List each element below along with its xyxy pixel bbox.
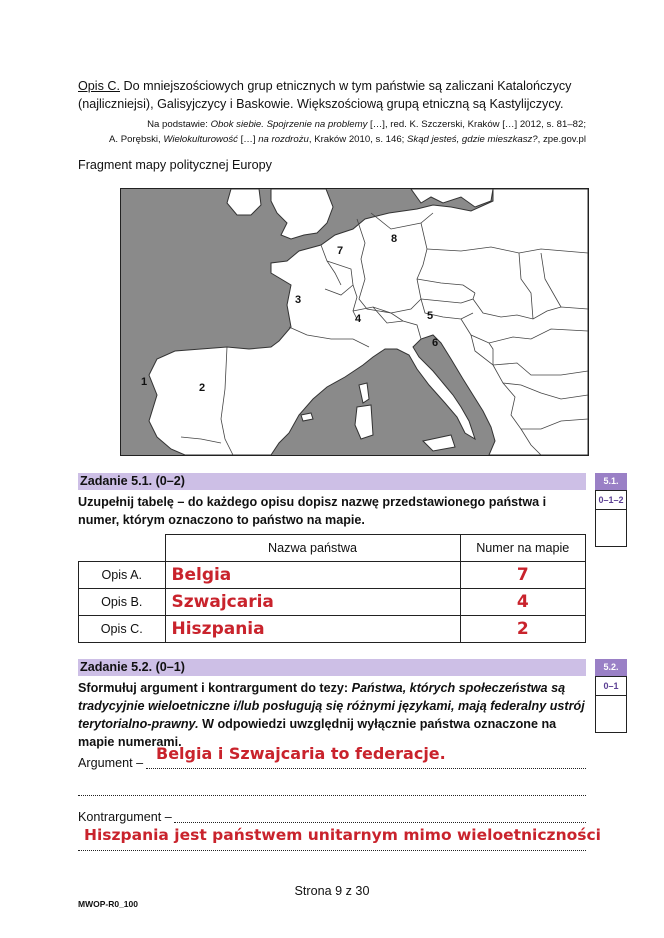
map-label-2: 2 bbox=[199, 382, 206, 394]
map-land-ireland bbox=[227, 189, 261, 215]
col-number-header: Numer na mapie bbox=[460, 535, 586, 562]
country-answer: Hiszpania bbox=[171, 619, 265, 639]
source-line-1: Na podstawie: Obok siebie. Spojrzenie na problemy […], red. K. Szczerski, Kraków […] 2012, s. 81–82; bbox=[147, 119, 586, 130]
political-map bbox=[120, 188, 589, 456]
number-answer-cell[interactable] bbox=[460, 589, 586, 616]
document-code: MWOP-R0_100 bbox=[78, 899, 138, 909]
map-label-4: 4 bbox=[355, 313, 362, 325]
counter-answer: Hiszpania jest państwem unitarnym mimo wieloetniczności bbox=[84, 826, 601, 844]
map-svg bbox=[121, 189, 588, 455]
number-answer: 2 bbox=[516, 619, 529, 639]
table-header-row bbox=[79, 535, 586, 562]
sources bbox=[78, 118, 586, 146]
map-label-5: 5 bbox=[427, 310, 434, 322]
table-row bbox=[79, 562, 586, 589]
col-country-header: Nazwa państwa bbox=[165, 535, 460, 562]
map-land-sicily bbox=[423, 435, 455, 451]
map-label-1: 1 bbox=[141, 376, 148, 388]
map-label-3: 3 bbox=[295, 294, 302, 306]
page-number: Strona 9 z 30 bbox=[294, 884, 370, 898]
number-answer: 4 bbox=[516, 592, 529, 612]
country-answer: Belgia bbox=[171, 565, 232, 585]
argument-label: Argument – bbox=[78, 756, 144, 770]
country-answer-cell[interactable] bbox=[165, 562, 460, 589]
argument-answer: Belgia i Szwajcaria to federacje. bbox=[156, 744, 446, 763]
number-answer: 7 bbox=[516, 565, 529, 585]
task-5-2-score-box bbox=[595, 676, 627, 733]
opis-c-text: Do mniejszościowych grup etnicznych w tym państwie są zaliczani Katalończycy (najliczniejsi), Galisyjczycy i Baskowie. Większościową grupą etniczną są Kastylijczycy. bbox=[78, 79, 572, 111]
row-label: Opis B. bbox=[79, 589, 166, 616]
map-label-8: 8 bbox=[391, 233, 398, 245]
country-answer: Szwajcaria bbox=[171, 592, 274, 612]
country-answer-cell[interactable] bbox=[165, 589, 460, 616]
task-5-2-header: Zadanie 5.2. (0–1) bbox=[78, 659, 586, 676]
opis-c-label: Opis C. bbox=[78, 79, 120, 93]
map-land-sardinia bbox=[355, 405, 373, 439]
task-5-2-instruction: Sformułuj argument i kontrargument do tezy: Państwa, których społeczeństwa są tradycyjnie wieloetniczne i/lub posługują się różnymi językami, mają federalny ustrój terytorialno-prawny. W odpowiedzi uwzględnij wyłącznie państwa oznaczone na mapie numerami. bbox=[78, 681, 585, 749]
task-5-2-score-tab: 5.2. bbox=[595, 659, 627, 676]
map-land-balearic bbox=[301, 413, 313, 421]
counter-label: Kontrargument – bbox=[78, 810, 172, 824]
map-label-7: 7 bbox=[337, 245, 344, 257]
task-5-1-score-range: 0–1–2 bbox=[596, 491, 626, 510]
counter-line-2[interactable] bbox=[78, 850, 586, 851]
argument-line-2[interactable] bbox=[78, 795, 586, 796]
map-land-scandinavia bbox=[411, 189, 493, 207]
number-answer-cell[interactable] bbox=[460, 616, 586, 643]
task-5-1-score-box bbox=[595, 490, 627, 547]
counter-line[interactable] bbox=[174, 822, 586, 823]
argument-line[interactable] bbox=[146, 768, 586, 769]
source-line-2: A. Porębski, Wielokulturowość […] na rozdrożu, Kraków 2010, s. 146; Skąd jesteś, gdzie mieszkasz?, zpe.gov.pl bbox=[108, 134, 586, 145]
map-land-britain bbox=[271, 189, 333, 239]
map-label-6: 6 bbox=[432, 337, 439, 349]
map-caption: Fragment mapy politycznej Europy bbox=[78, 158, 272, 172]
row-label: Opis C. bbox=[79, 616, 166, 643]
map-land-corsica bbox=[359, 383, 369, 403]
country-answer-cell[interactable] bbox=[165, 616, 460, 643]
number-answer-cell[interactable] bbox=[460, 562, 586, 589]
answer-table bbox=[78, 534, 586, 643]
row-label: Opis A. bbox=[79, 562, 166, 589]
task-5-1-score-tab: 5.1. bbox=[595, 473, 627, 490]
task-5-1-instruction: Uzupełnij tabelę – do każdego opisu dopisz nazwę przedstawionego państwa i numer, którym oznaczono to państwo na mapie. bbox=[78, 495, 547, 527]
table-row bbox=[79, 616, 586, 643]
task-5-1-header: Zadanie 5.1. (0–2) bbox=[78, 473, 586, 490]
table-row bbox=[79, 589, 586, 616]
opis-c-paragraph bbox=[78, 77, 586, 113]
task-5-2-score-range: 0–1 bbox=[596, 677, 626, 696]
